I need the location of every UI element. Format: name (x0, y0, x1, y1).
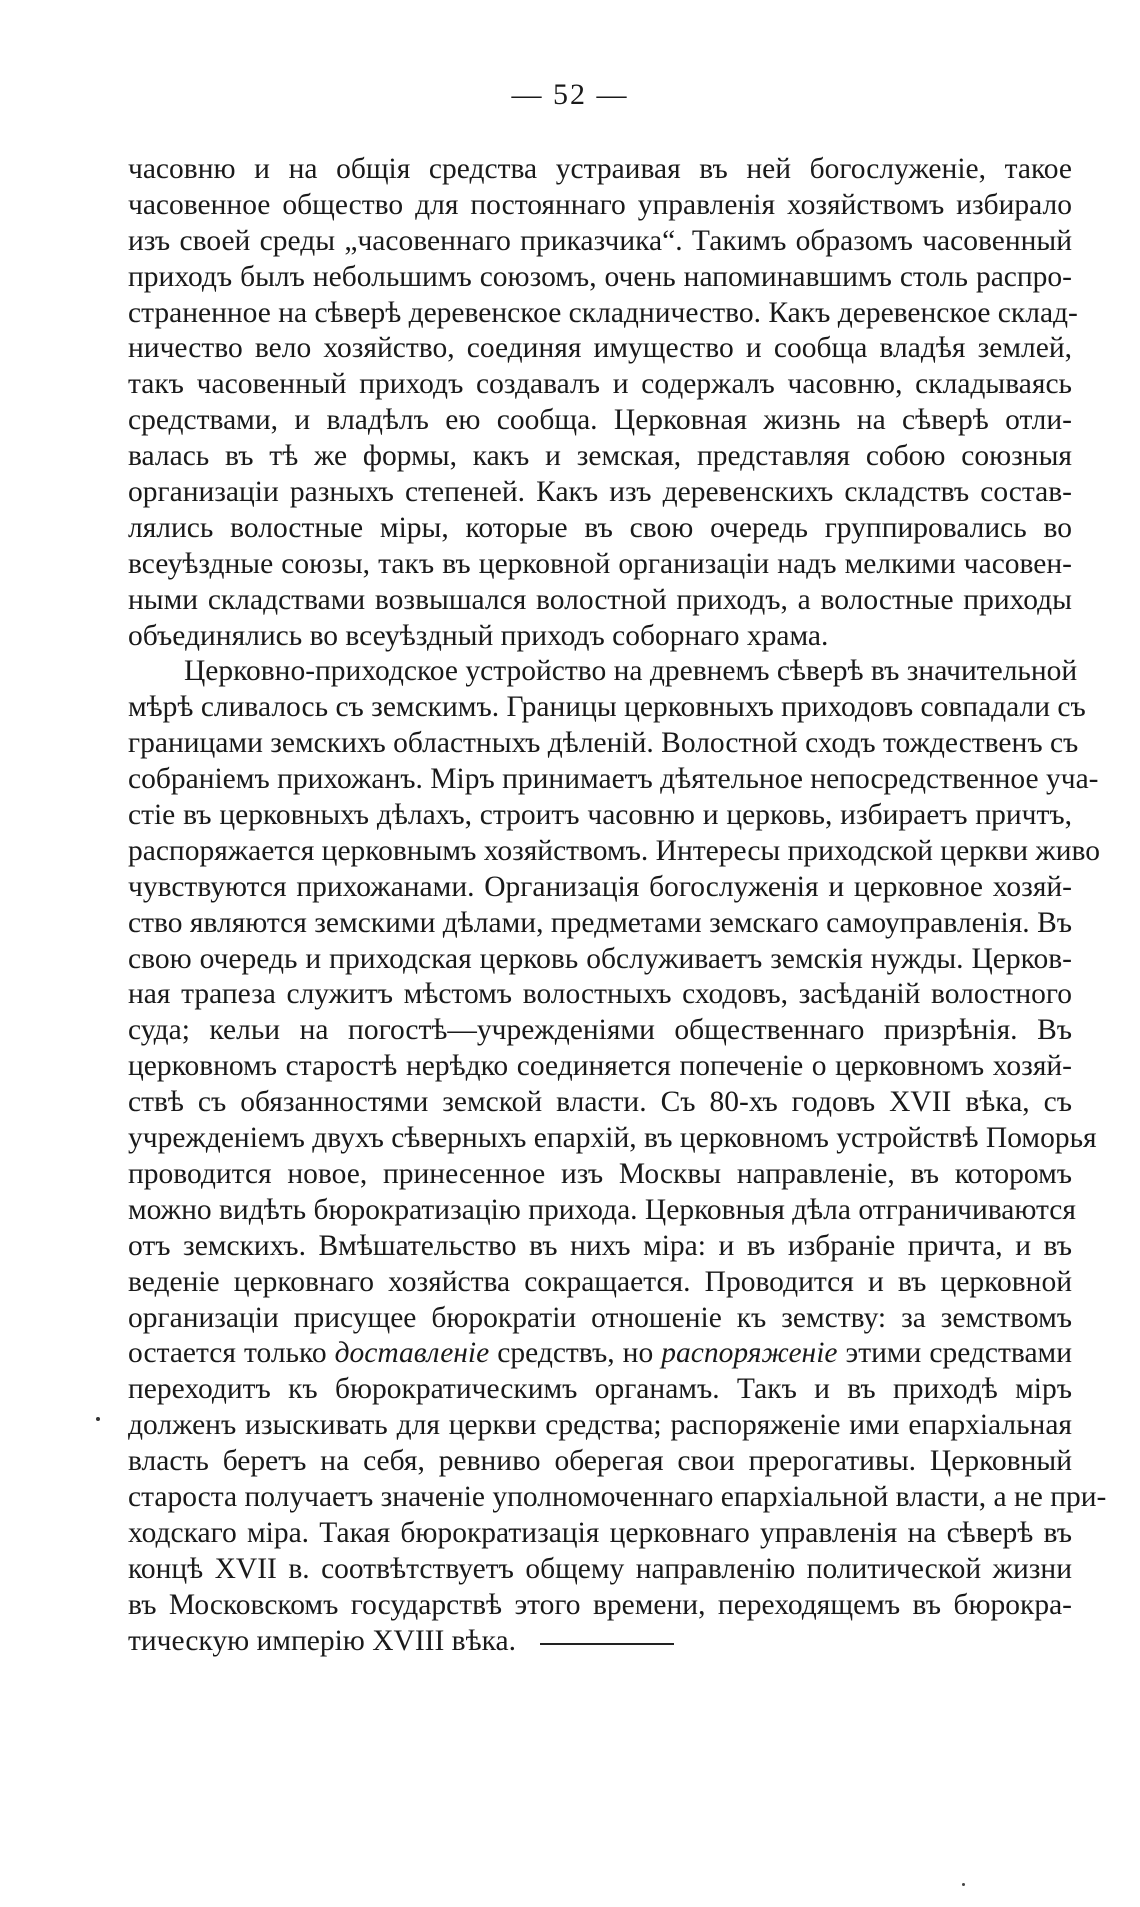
text-line (128, 654, 1078, 690)
text-segment: этими средствами (837, 1337, 1072, 1370)
text-segment: средствъ, но (489, 1337, 662, 1370)
text-line (128, 1408, 1072, 1444)
text-line (128, 475, 1072, 511)
text-line (128, 1013, 1072, 1049)
text-segment: остается только (128, 1337, 335, 1370)
text-segment: распоряжается церковнымъ хозяйствомъ. Интересы приходской церкви живо (128, 834, 1101, 867)
text-segment: свою очередь и приходская церковь обслуживаетъ земскія нужды. Церков- (128, 942, 1072, 975)
text-segment: учрежденіемъ двухъ сѣверныхъ епархій, въ церковномъ устройствѣ Поморья (128, 1122, 1097, 1155)
italic-term: доставленіе (334, 1337, 490, 1370)
text-segment: можно видѣть бюрократизацію прихода. Церковныя дѣла отграничиваются (128, 1193, 1076, 1226)
text-line (128, 1193, 1076, 1229)
text-line (128, 1085, 1072, 1121)
text-line (128, 834, 1101, 870)
text-segment: стіе въ церковныхъ дѣлахъ, строитъ часовню и церковь, избираетъ причтъ, (128, 799, 1072, 832)
text-segment: ство являются земскими дѣлами, предметами земскаго самоуправленія. Въ (128, 906, 1072, 939)
text-line (128, 1372, 1072, 1408)
text-line (128, 188, 1072, 224)
text-segment: проводится новое, принесенное изъ Москвы направленіе, въ которомъ (128, 1157, 1072, 1190)
text-segment: чувствуются прихожанами. Организація богослуженія и церковное хозяй- (128, 870, 1072, 903)
text-line (128, 1588, 1072, 1624)
text-line (128, 798, 1072, 834)
text-segment: лялись волостные міры, которые въ свою очередь группировались во (128, 511, 1072, 544)
text-line (128, 1480, 1107, 1516)
text-segment: границами земскихъ областныхъ дѣленій. Волостной сходъ тождественъ съ (128, 727, 1079, 760)
text-segment: веденіе церковнаго хозяйства сокращается. Проводится и въ церковной (128, 1265, 1072, 1298)
text-segment: Церковно-приходское устройство на древнемъ сѣверѣ въ значительной (184, 655, 1078, 688)
text-line (128, 367, 1072, 403)
text-segment: валась въ тѣ же формы, какъ и земская, представляя собою союзныя (128, 440, 1072, 473)
text-line (128, 1121, 1097, 1157)
italic-term: распоряженіе (661, 1337, 838, 1370)
print-speck (96, 1417, 100, 1421)
text-line (128, 762, 1099, 798)
text-segment: часовенное общество для постояннаго управленія хозяйствомъ избирало (128, 188, 1072, 221)
text-line (128, 619, 1072, 655)
text-line (128, 296, 1078, 332)
paragraph (128, 654, 1107, 1659)
text-segment: такъ часовенный приходъ создавалъ и содержалъ часовню, складываясь (128, 368, 1072, 401)
text-segment: отъ земскихъ. Вмѣшательство въ нихъ міра: и въ избраніе причта, и въ (128, 1229, 1072, 1262)
text-line (128, 690, 1086, 726)
text-line (128, 1157, 1072, 1193)
text-segment: собраніемъ прихожанъ. Міръ принимаетъ дѣятельное непосредственное уча- (128, 763, 1099, 796)
text-segment: переходитъ къ бюрократическимъ органамъ. Такъ и въ приходѣ міръ (128, 1373, 1072, 1406)
text-line (128, 152, 1072, 188)
text-line (128, 906, 1072, 942)
text-line (128, 547, 1072, 583)
text-segment: средствами, и владѣлъ ею сообща. Церковная жизнь на сѣверѣ отли- (128, 404, 1072, 437)
text-segment: изъ своей среды „часовеннаго приказчика“. Такимъ образомъ часовенный (128, 224, 1072, 257)
text-line (128, 1265, 1072, 1301)
text-segment: мѣрѣ сливалось съ земскимъ. Границы церковныхъ приходовъ совпадали съ (128, 691, 1086, 724)
text-segment: организаціи разныхъ степеней. Какъ изъ деревенскихъ складствъ состав- (128, 476, 1072, 509)
text-segment: приходъ былъ небольшимъ союзомъ, очень напоминавшимъ столь распро- (128, 260, 1072, 293)
text-line (128, 726, 1079, 762)
text-line (128, 511, 1072, 547)
text-segment: организаціи присущее бюрократіи отношеніе къ земству: за земствомъ (128, 1301, 1072, 1334)
body-text (128, 152, 1107, 1659)
text-segment: суда; кельи на погостѣ—учрежденіями общественнаго призрѣнія. Въ (128, 1014, 1072, 1047)
text-line (128, 1229, 1072, 1265)
text-segment: страненное на сѣверѣ деревенское складничество. Какъ деревенское склад- (128, 296, 1078, 329)
text-line (128, 1336, 1072, 1372)
text-line (128, 1624, 1072, 1660)
page-number: — 52 — (511, 78, 629, 111)
text-line (128, 583, 1072, 619)
text-line (128, 1552, 1072, 1588)
text-segment: объединялись во всеуѣздный приходъ соборнаго храма. (128, 619, 829, 652)
text-line (128, 977, 1072, 1013)
text-segment: церковномъ старостѣ нерѣдко соединяется попеченіе о церковномъ хозяй- (128, 1050, 1072, 1083)
text-line (128, 331, 1072, 367)
text-segment: ными складствами возвышался волостной приходъ, а волостные приходы (128, 583, 1072, 616)
text-segment: староста получаетъ значеніе уполномоченнаго епархіальной власти, а не при- (128, 1480, 1107, 1513)
text-segment: власть беретъ на себя, ревниво оберегая свои прерогативы. Церковный (128, 1445, 1072, 1478)
paragraph (128, 152, 1078, 654)
text-segment: тическую имперію XVIII вѣка. (128, 1624, 516, 1657)
text-segment: ная трапеза служитъ мѣстомъ волостныхъ сходовъ, засѣданій волостного (128, 978, 1072, 1011)
text-segment: въ Московскомъ государствѣ этого времени, переходящемъ въ бюрокра- (128, 1588, 1072, 1621)
text-line (128, 1049, 1072, 1085)
text-segment: концѣ XVII в. соотвѣтствуетъ общему направленію политической жизни (128, 1552, 1072, 1585)
text-line (128, 1516, 1072, 1552)
text-segment: часовню и на общія средства устраивая въ ней богослуженіе, такое (128, 153, 1072, 185)
text-line (128, 439, 1072, 475)
print-speck (962, 1883, 965, 1886)
text-line (128, 1444, 1072, 1480)
text-segment: всеуѣздные союзы, такъ въ церковной организаціи надъ мелкими часовен- (128, 547, 1072, 580)
text-segment: ходскаго міра. Такая бюрократизація церковнаго управленія на сѣверѣ въ (128, 1516, 1072, 1549)
text-segment: ничество вело хозяйство, соединяя имущество и сообща владѣя землей, (128, 332, 1072, 365)
text-segment: ствѣ съ обязанностями земской власти. Съ 80-хъ годовъ XVII вѣка, съ (128, 1086, 1072, 1119)
closing-rule (540, 1643, 674, 1645)
text-line (128, 942, 1072, 978)
text-line (128, 260, 1072, 296)
text-line (128, 403, 1072, 439)
text-line (128, 870, 1072, 906)
text-segment: долженъ изыскивать для церкви средства; распоряженіе ими епархіальная (128, 1409, 1072, 1442)
text-line (128, 224, 1072, 260)
text-line (128, 1301, 1072, 1337)
